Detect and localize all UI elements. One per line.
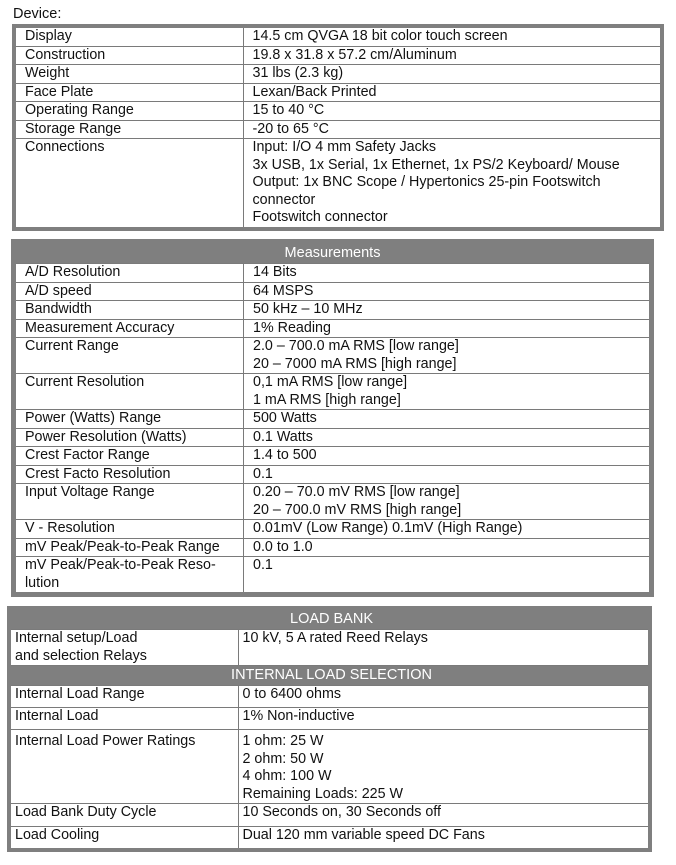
device-caption: Device: [13,6,62,22]
value-line: 3x USB, 1x Serial, 1x Ethernet, 1x PS/2 Keyboard/ Mouse [252,156,620,173]
spec-value [243,139,662,229]
table-row [14,410,652,429]
table-row [14,484,652,520]
spec-value [244,484,652,520]
table-row [14,319,652,338]
spec-label: Input Voltage Range [14,484,244,520]
spec-value: 0 to 6400 ohms [238,686,650,708]
spec-value: 500 Watts [244,410,652,429]
table-row [14,26,662,46]
spec-value: 15 to 40 °C [243,102,662,121]
spec-label: Load Bank Duty Cycle [9,804,238,827]
section-title: Measurements [14,242,652,264]
table-row [14,282,652,301]
table-row [14,338,652,374]
spec-label: Connections [14,139,243,229]
spec-label: Face Plate [14,83,243,102]
spec-label: Load Cooling [9,827,238,850]
spec-value: 0.1 Watts [244,428,652,447]
value-line: 2 ohm: 50 W [242,750,324,767]
label-line: and selection Relays [15,647,147,664]
spec-label [14,557,244,595]
table-row [14,102,662,121]
value-line: Output: 1x BNC Scope / Hypertonics 25-pin Footswitch [252,174,601,190]
spec-value: 0.0 to 1.0 [244,538,652,557]
table-row [14,120,662,139]
table-row [14,83,662,102]
table-row [9,708,650,730]
value-line: 1 mA RMS [high range] [253,391,401,408]
spec-value [238,730,650,804]
spec-label: Current Range [14,338,244,374]
spec-value: 14.5 cm QVGA 18 bit color touch screen [243,26,662,46]
value-line: 20 – 7000 mA RMS [high range] [253,355,457,372]
table-row [14,428,652,447]
spec-value [244,338,652,374]
spec-label: Construction [14,46,243,65]
spec-label: Internal Load Range [9,686,238,708]
spec-value: 1% Non-inductive [238,708,650,730]
spec-label: Weight [14,65,243,84]
value-line: Remaining Loads: 225 W [242,785,404,802]
table-row [14,557,652,595]
spec-label: Operating Range [14,102,243,121]
spec-label: Measurement Accuracy [14,319,244,338]
measurements-spec-table [11,239,654,597]
table-row [9,630,650,666]
value-line: connector [252,191,316,208]
section-title: LOAD BANK [9,608,650,630]
spec-value: 0.01mV (Low Range) 0.1mV (High Range) [244,520,652,539]
spec-value: 50 kHz – 10 MHz [244,301,652,320]
section-subtitle: INTERNAL LOAD SELECTION [9,666,650,686]
table-row [14,264,652,283]
spec-label: Crest Facto Resolution [14,465,244,484]
spec-label: Internal Load Power Ratings [9,730,238,804]
spec-label: Power (Watts) Range [14,410,244,429]
section-header [9,608,650,630]
table-row [14,465,652,484]
spec-label: Display [14,26,243,46]
spec-label: A/D Resolution [14,264,244,283]
spec-value: -20 to 65 °C [243,120,662,139]
spec-value: 10 kV, 5 A rated Reed Relays [238,630,650,666]
table-row [14,374,652,410]
label-line: mV Peak/Peak-to-Peak Reso- [25,557,216,573]
value-line: 4 ohm: 100 W [242,768,332,784]
spec-value: 64 MSPS [244,282,652,301]
table-row [14,46,662,65]
section-subheader [9,666,650,686]
section-header [14,242,652,264]
spec-value: 10 Seconds on, 30 Seconds off [238,804,650,827]
spec-label: Storage Range [14,120,243,139]
spec-label [9,630,238,666]
spec-label: mV Peak/Peak-to-Peak Range [14,538,244,557]
spec-value: 19.8 x 31.8 x 57.2 cm/Aluminum [243,46,662,65]
table-row [14,301,652,320]
spec-value [244,374,652,410]
spec-label: A/D speed [14,282,244,301]
spec-value: 14 Bits [244,264,652,283]
value-line: Input: I/O 4 mm Safety Jacks [252,139,437,155]
spec-value: 0.1 [244,465,652,484]
table-row [14,65,662,84]
value-line: 2.0 – 700.0 mA RMS [low range] [253,338,459,354]
value-line: Footswitch connector [252,209,388,225]
spec-label: Crest Factor Range [14,447,244,466]
label-line: Internal setup/Load [15,630,138,646]
value-line: 20 – 700.0 mV RMS [high range] [253,501,462,518]
spec-label: Power Resolution (Watts) [14,428,244,447]
value-line: 0.20 – 70.0 mV RMS [low range] [253,484,460,500]
label-line: lution [25,574,60,591]
value-line: 0,1 mA RMS [low range] [253,374,408,390]
table-row [9,827,650,850]
table-row [14,520,652,539]
spec-label: Current Resolution [14,374,244,410]
load-bank-spec-table [7,606,652,852]
spec-value: Dual 120 mm variable speed DC Fans [238,827,650,850]
table-row [9,804,650,827]
table-row [14,447,652,466]
value-line: 1 ohm: 25 W [242,733,324,749]
spec-value: Lexan/Back Printed [243,83,662,102]
spec-value: 31 lbs (2.3 kg) [243,65,662,84]
table-row [9,686,650,708]
spec-value: 1.4 to 500 [244,447,652,466]
spec-label: V - Resolution [14,520,244,539]
table-row [14,538,652,557]
spec-label: Bandwidth [14,301,244,320]
table-row [14,139,662,229]
device-spec-table [12,24,664,231]
spec-label: Internal Load [9,708,238,730]
spec-value: 1% Reading [244,319,652,338]
table-row [9,730,650,804]
spec-value: 0.1 [244,557,652,595]
